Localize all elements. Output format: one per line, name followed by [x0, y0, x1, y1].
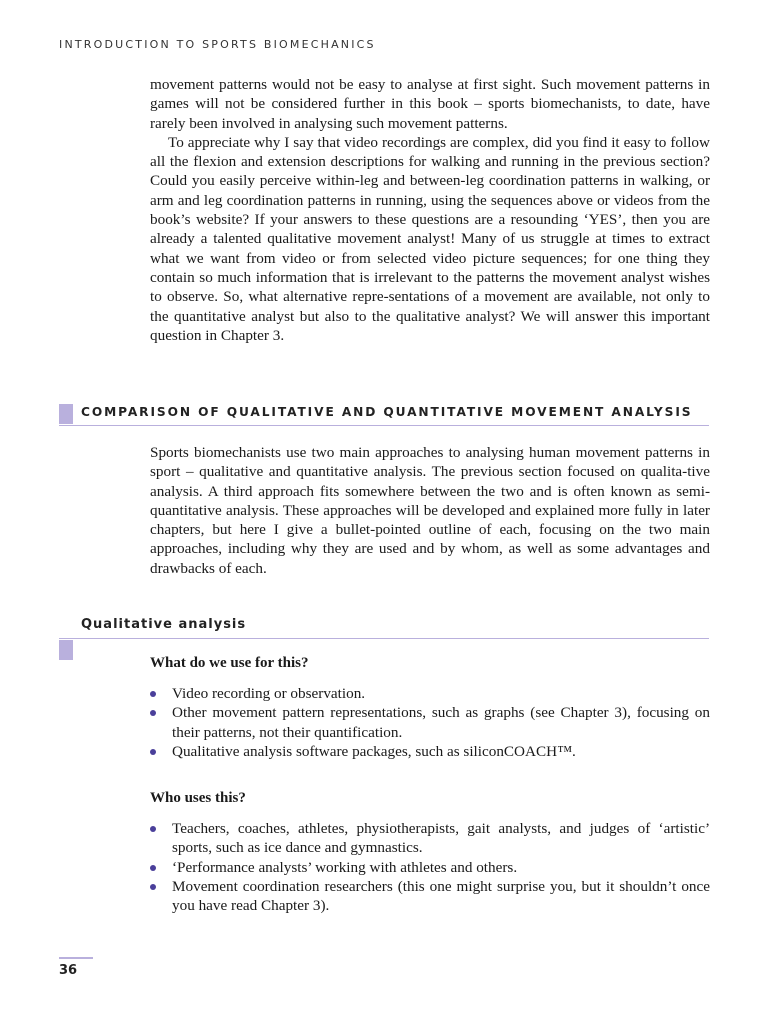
- subsection-rule: [59, 638, 709, 639]
- question-heading-use: What do we use for this?: [150, 655, 309, 671]
- running-head: INTRODUCTION TO SPORTS BIOMECHANICS: [59, 38, 376, 51]
- bullet-icon: [150, 749, 156, 755]
- section-body: [150, 443, 710, 578]
- subsection-marker: [59, 640, 73, 660]
- bullet-icon: [150, 691, 156, 697]
- who-list: [150, 819, 710, 915]
- section-heading: COMPARISON OF QUALITATIVE AND QUANTITATIVE MOVEMENT ANALYSIS: [81, 405, 693, 419]
- list-item: Other movement pattern representations, such as graphs (see Chapter 3), focusing on their patterns, not their quantification.: [150, 703, 710, 742]
- list-item: Video recording or observation.: [150, 684, 710, 703]
- use-list: [150, 684, 710, 761]
- section-marker: [59, 404, 73, 424]
- list-item: Qualitative analysis software packages, such as siliconCOACH™.: [150, 742, 710, 761]
- list-item: Movement coordination researchers (this one might surprise you, but it shouldn’t once you have read Chapter 3).: [150, 877, 710, 916]
- bullet-icon: [150, 865, 156, 871]
- page-number-rule: [59, 957, 93, 959]
- bullet-icon: [150, 710, 156, 716]
- section-rule: [59, 425, 709, 426]
- intro-paragraph-1: movement patterns would not be easy to analyse at first sight. Such movement patterns in games will not be considered further in this book – sports biomechanists, to date, have rarely been involved in analysing such movement patterns.: [150, 76, 710, 132]
- bullet-icon: [150, 884, 156, 890]
- page-number: 36: [59, 963, 78, 978]
- intro-paragraph-2: To appreciate why I say that video recordings are complex, did you find it easy to follow all the flexion and extension descriptions for walking and running in the previous section? Could you easily perceive within-leg and between-leg coordination patterns in walking, or arm and leg coordination patterns in running, using the sequences above or videos from the book’s website? If your answers to these questions are a resounding ‘YES’, then you are already a talented qualitative movement analyst! Many of us struggle at times to extract what we want from video or from selected video picture sequences; for one thing they contain so much information that is irrelevant to the patterns the movement analyst wishes to observe. So, what alternative repre-sentations of a movement are available, not only to the quantitative analyst but also to the qualitative analyst? We will answer this important question in Chapter 3.: [150, 133, 710, 344]
- intro-text: [150, 75, 710, 345]
- subsection-heading: Qualitative analysis: [81, 617, 247, 632]
- bullet-icon: [150, 826, 156, 832]
- list-item: Teachers, coaches, athletes, physiotherapists, gait analysts, and judges of ‘artistic’ sports, such as ice dance and gymnastics.: [150, 819, 710, 858]
- section-paragraph: Sports biomechanists use two main approaches to analysing human movement patterns in sport – qualitative and quantitative analysis. The previous section focused on qualita-tive analysis. A third approach fits somewhere between the two and is often known as semi-quantitative analysis. These approaches will be developed and explained more fully in later chapters, but here I give a bullet-pointed outline of each, focusing on the two main approaches, including why they are used and by whom, as well as some advantages and drawbacks of each.: [150, 444, 710, 577]
- question-heading-who: Who uses this?: [150, 790, 246, 806]
- list-item: ‘Performance analysts’ working with athletes and others.: [150, 858, 710, 877]
